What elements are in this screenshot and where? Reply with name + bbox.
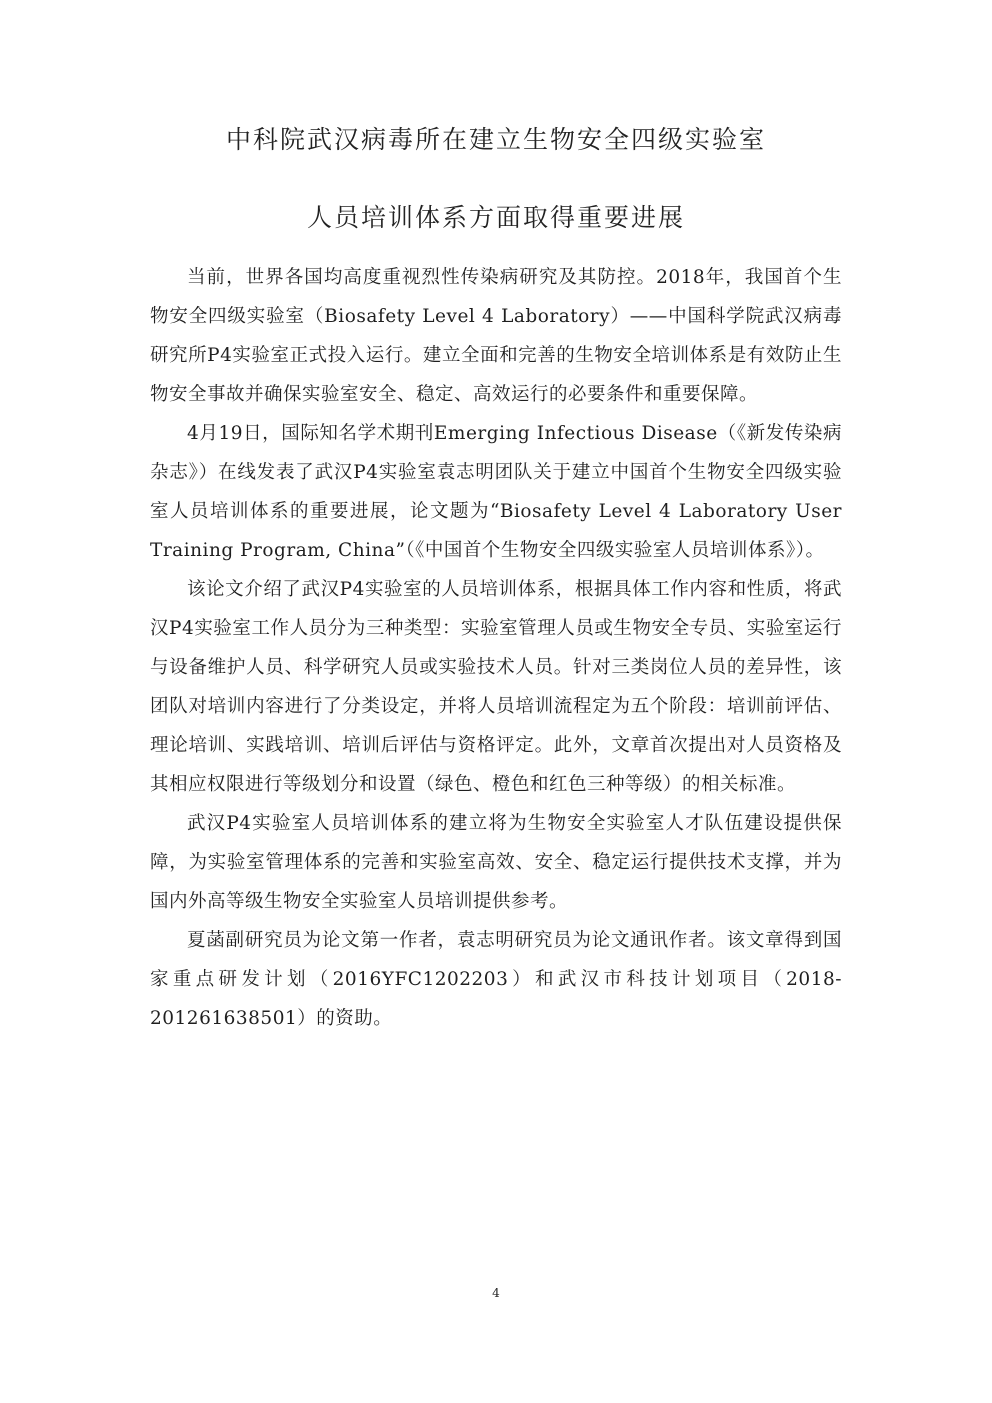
paragraph-significance: 武汉P4实验室人员培训体系的建立将为生物安全实验室人才队伍建设提供保障，为实验室管理体系的完善和实验室高效、安全、稳定运行提供技术支撑，并为国内外高等级生物安全实验室人员培训提供参考。 [150,813,842,912]
title-line-1: 中科院武汉病毒所在建立生物安全四级实验室 [225,125,766,154]
paragraph-publication: 4月19日，国际知名学术期刊Emerging Infectious Disease（《新发传染病杂志》）在线发表了武汉P4实验室袁志明团队关于建立中国首个生物安全四级实验室人员培训体系的重要进展，论文题为“Biosafety Level 4 Laboratory User Training Program, China”（《中国首个生物安全四级实验室人员培训体系》）。 [150,423,842,561]
paragraph-intro: 当前，世界各国均高度重视烈性传染病研究及其防控。2018年，我国首个生物安全四级实验室（Biosafety Level 4 Laboratory）——中国科学院武汉病毒研究所P4实验室正式投入运行。建立全面和完善的生物安全培训体系是有效防止生物安全事故并确保实验室安全、稳定、高效运行的必要条件和重要保障。 [150,267,842,405]
title-line-2: 人员培训体系方面取得重要进展 [306,203,685,232]
paragraph-training-system: 该论文介绍了武汉P4实验室的人员培训体系，根据具体工作内容和性质，将武汉P4实验室工作人员分为三种类型：实验室管理人员或生物安全专员、实验室运行与设备维护人员、科学研究人员或实验技术人员。针对三类岗位人员的差异性，该团队对培训内容进行了分类设定，并将人员培训流程定为五个阶段：培训前评估、理论培训、实践培训、培训后评估与资格评定。此外，文章首次提出对人员资格及其相应权限进行等级划分和设置（绿色、橙色和红色三种等级）的相关标准。 [150,579,842,795]
document-body [150,258,842,1038]
paragraph-authors-funding: 夏菡副研究员为论文第一作者，袁志明研究员为论文通讯作者。该文章得到国家重点研发计划（2016YFC1202203）和武汉市科技计划项目（2018-201261638501）的资助。 [150,930,842,1029]
document-title [150,122,842,236]
page-number: 4 [492,1286,500,1300]
